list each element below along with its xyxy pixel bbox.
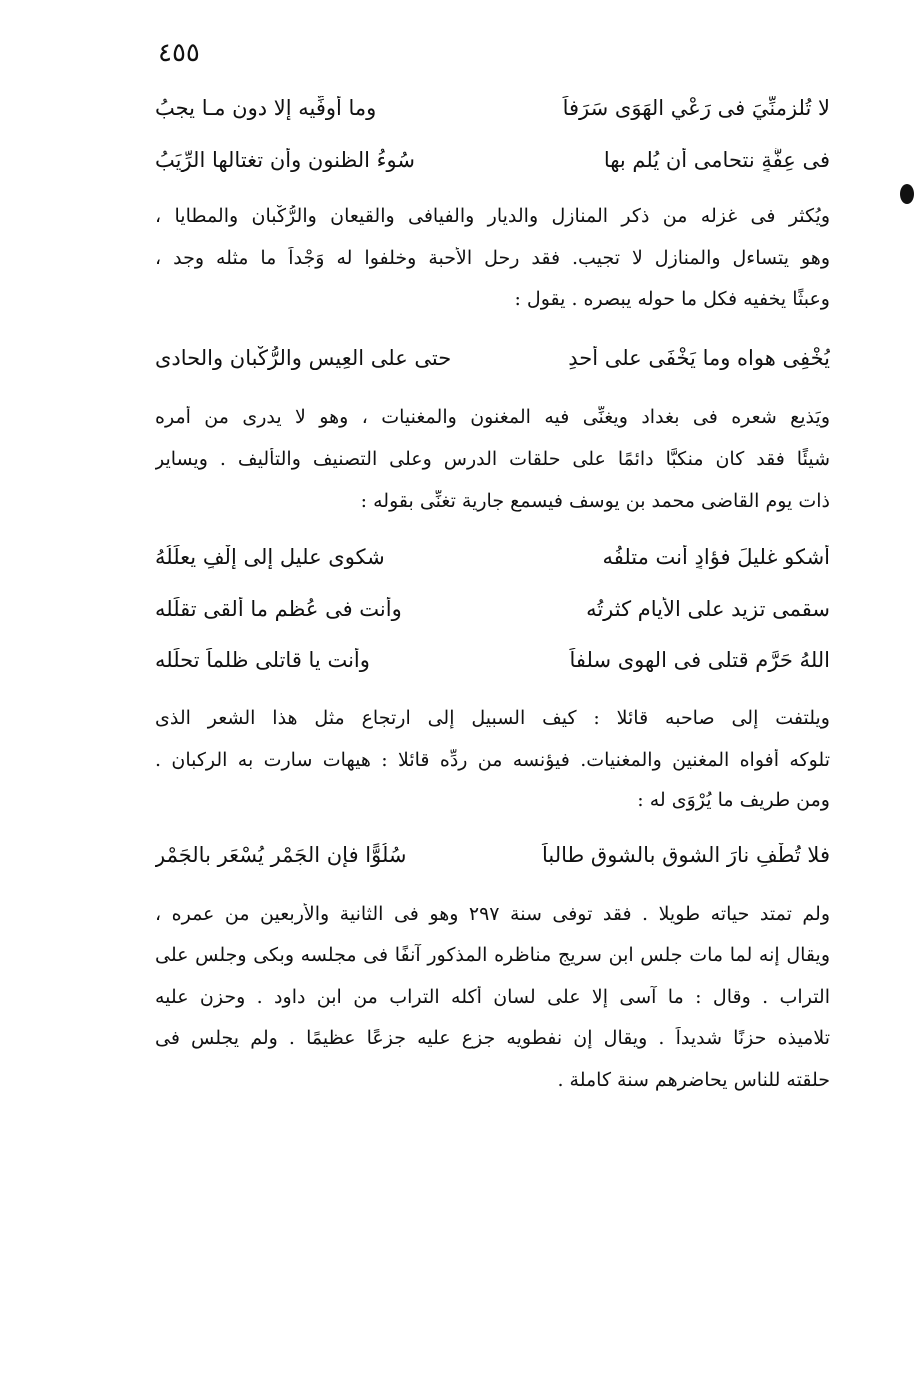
paragraph-line: شيئًا فقد كان منكبًّا دائمًا على حلقات الدرس وعلى التصنيف والتأليف . ويساير [155,448,830,470]
paragraph-line: ولم تمتد حياته طويلا . فقد توفى سنة ٢٩٧ وهو فى الثانية والأربعين من عمره ، [155,903,830,925]
verse-line [155,843,830,867]
verse-line [155,346,830,370]
paragraph-line: التراب . وقال : ما آسى إلا على لسان أكله التراب من ابن داود . وحزن عليه [155,986,830,1008]
paragraph-line: ويُكثر فى غزله من ذكر المنازل والديار والفيافى والقيعان والرُّكْبان والمطايا ، [155,205,830,227]
paragraph-line: ومن طريف ما يُرْوَى له : [637,789,830,811]
paragraph-line: وعبثًا يخفيه فكل ما حوله يبصره . يقول : [514,288,830,310]
verse-hemistich-right: أشكو غليلَ فؤادٍ أنت متلفُه [602,545,830,569]
verse-hemistich-right: لا تُلزمنِّيَ فى رَعْيِ الهَوَى سَرَفاً [562,96,830,120]
verse-hemistich-left: سُوءُ الظنون وأن تغتالها الرِّيَبُ [155,148,415,172]
verse-line [155,148,830,172]
verse-line [155,545,830,569]
paragraph-line: حلقته للناس يحاضرهم سنة كاملة . [557,1069,830,1091]
verse-hemistich-right: فلا تُطْفِ نارَ الشوق بالشوق طالباً [541,843,830,867]
paragraph-line: وهو يتساءل والمنازل لا تجيب. فقد رحل الأحبة وخلفوا له وَجْداً ما مثله وجد ، [155,247,830,269]
paragraph-line: تلاميذه حزنًا شديداً . ويقال إن نفطويه جزع عليه جزعًا عظيمًا . ولم يجلس فى [155,1027,830,1049]
paragraph-line: ويَذيع شعره فى بغداد ويغنِّى فيه المغنون والمغنيات ، وهو لا يدرى من أمره [155,406,830,428]
paragraph-line: ويلتفت إلى صاحبه قائلا : كيف السبيل إلى ارتجاع مثل هذا الشعر الذى [155,707,830,729]
verse-hemistich-left: شكوى عليلٍ إلى إلْفٍ يعلِّلُهُ [155,545,385,569]
verse-line [155,597,830,621]
paragraph-line: تلوكه أفواه المغنين والمغنيات. فيؤنسه من ردِّه قائلا : هيهات سارت به الركبان . [155,749,830,771]
verse-hemistich-left: وأنت فى عُظم ما أَلقى تقلِّله [155,597,402,621]
paragraph-line: ذات يوم القاضى محمد بن يوسف فيسمع جارية تغنِّى بقوله : [360,490,830,512]
verse-hemistich-left: حتى على العِيس والرُّكْبان والحادى [155,346,452,370]
verse-line [155,648,830,672]
verse-hemistich-left: سُلُوًّا فإن الجَمْر يُسْعَر بالجَمْرِ [155,843,407,867]
verse-hemistich-right: سقمى تزيد على الأيام كثرتُه [586,597,830,621]
verse-hemistich-left: وأنت يا قاتلى ظلماً تحلِّله [155,648,370,672]
verse-hemistich-left: وما أُوفِّيه إلا دون مـا يجبُ [155,96,377,120]
ink-blot-mark [900,184,914,204]
verse-hemistich-right: فى عِفَّةٍ نتحامى أن يُلم بها [603,148,830,172]
verse-hemistich-right: يُخْفِى هواه وما يَخْفَى على أحدِ [568,346,830,370]
verse-line [155,96,830,120]
paragraph-line: ويقال إنه لما مات جلس ابن سريج مناظره المذكور آنفًا فى مجلسه وبكى وجلس على [155,944,830,966]
verse-hemistich-right: اللهُ حَرَّم قتلى فى الهوى سلفاً [569,648,830,672]
page-number: ٤٥٥ [158,38,200,68]
